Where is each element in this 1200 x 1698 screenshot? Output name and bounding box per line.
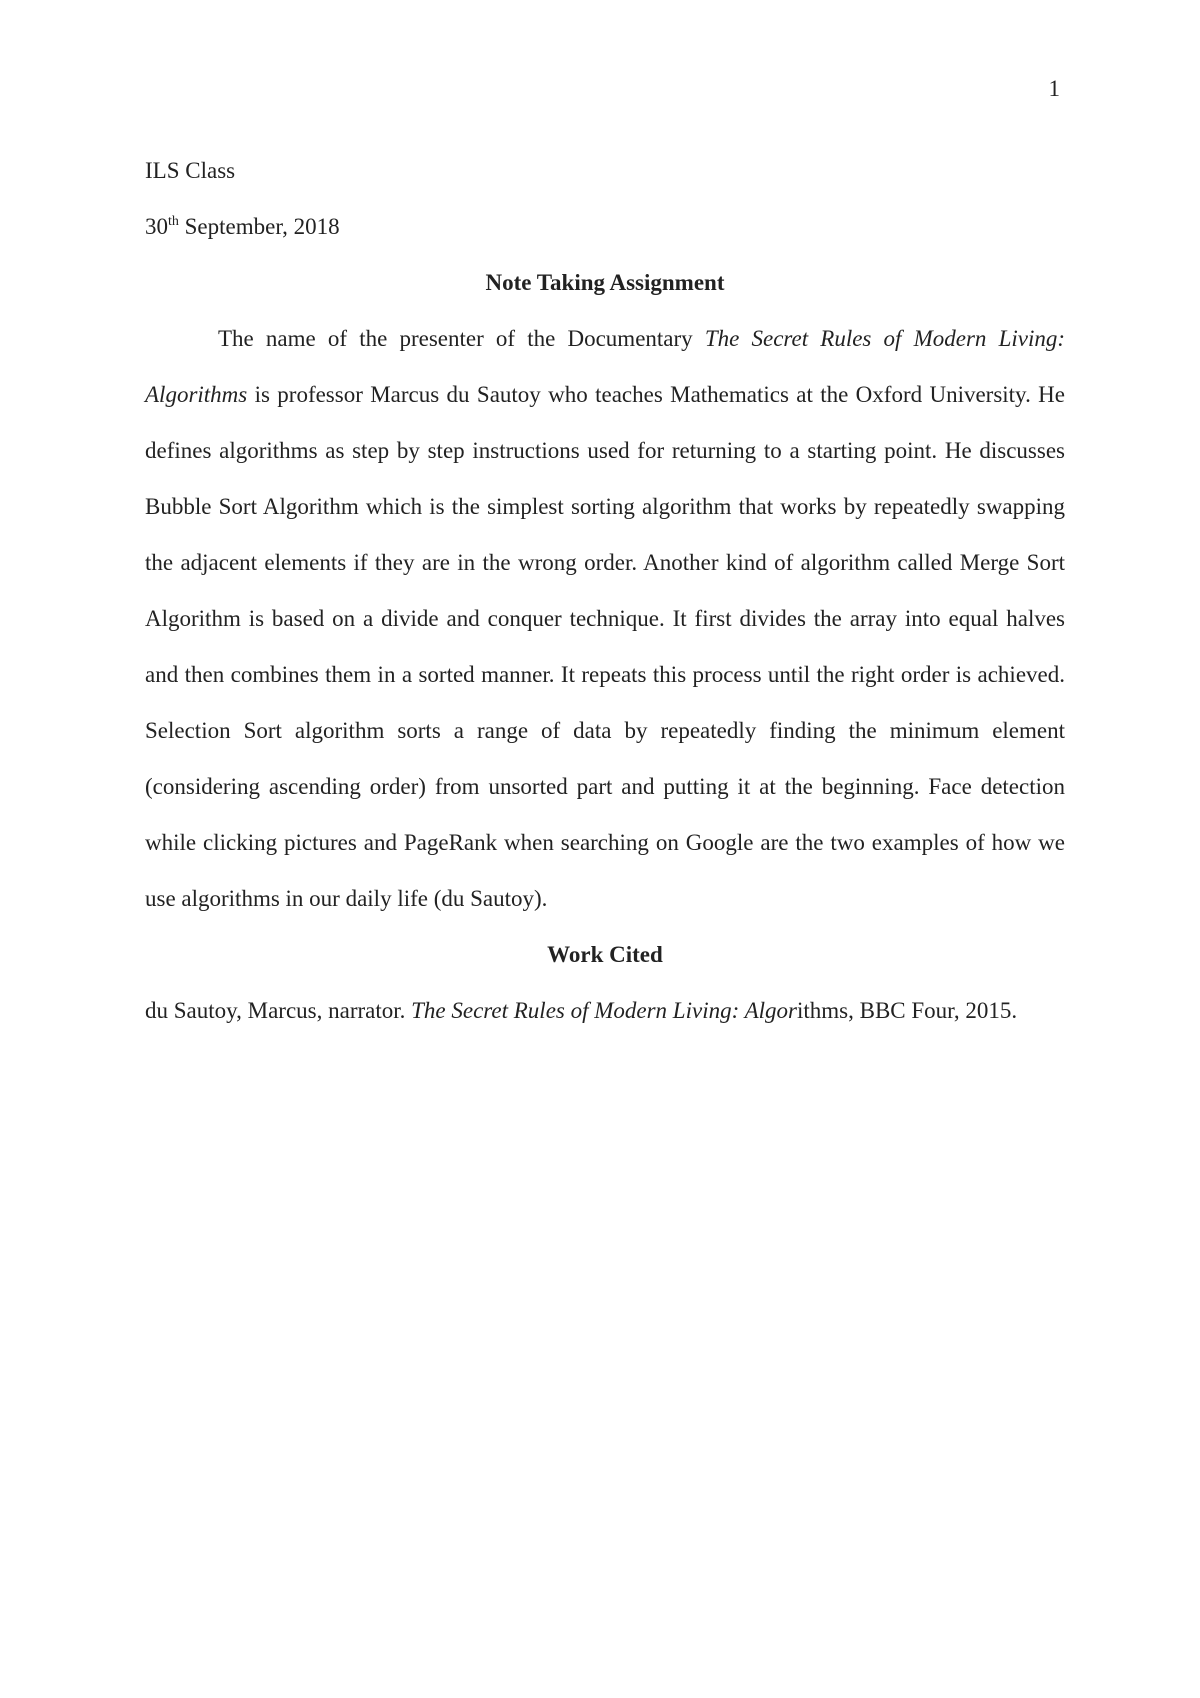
- body-text: is professor Marcus du Sautoy who teaches Mathematics at the Oxford University. He defines algorithms as step by step instructions used for returning to a starting point. He discusses Bubble Sort Algorithm which is the simplest sorting algorithm that works by repeatedly swapping the adjacent elements if they are in the wrong order. Another kind of algorithm called Merge Sort Algorithm is based on a divide and conquer technique. It first divides the array into equal halves and then combines them in a sorted manner. It repeats this process until the right order is achieved. Selection Sort algorithm sorts a range of data by repeatedly finding the minimum element (considering ascending order) from unsorted part and putting it at the beginning. Face detection while clicking pictures and PageRank when searching on Google are the two examples of how we use algorithms in our daily life (du Sautoy).: [145, 382, 1065, 911]
- document-content: [145, 143, 1065, 1039]
- class-name-line: [145, 143, 1065, 199]
- date-rest: September, 2018: [178, 214, 340, 239]
- works-cited-heading: Work Cited: [547, 942, 663, 967]
- date-suffix: th: [168, 214, 179, 229]
- page-number: 1: [1048, 76, 1060, 101]
- body-paragraph: [145, 311, 1065, 927]
- documentary-title: The Secret Rules of Modern Living: Algorithms: [145, 326, 1066, 407]
- citation-entry: [145, 983, 1065, 1039]
- document-title: Note Taking Assignment: [485, 270, 725, 295]
- citation-author: du Sautoy, Marcus, narrator.: [145, 998, 412, 1023]
- body-intro: The name of the presenter of the Documentary: [218, 326, 705, 351]
- date-day: 30: [145, 214, 168, 239]
- citation-title: The Secret Rules of Modern Living: Algor: [411, 998, 797, 1023]
- citation-rest: ithms, BBC Four, 2015.: [796, 998, 1018, 1023]
- class-name: ILS Class: [145, 158, 236, 183]
- date-line: [145, 199, 1065, 255]
